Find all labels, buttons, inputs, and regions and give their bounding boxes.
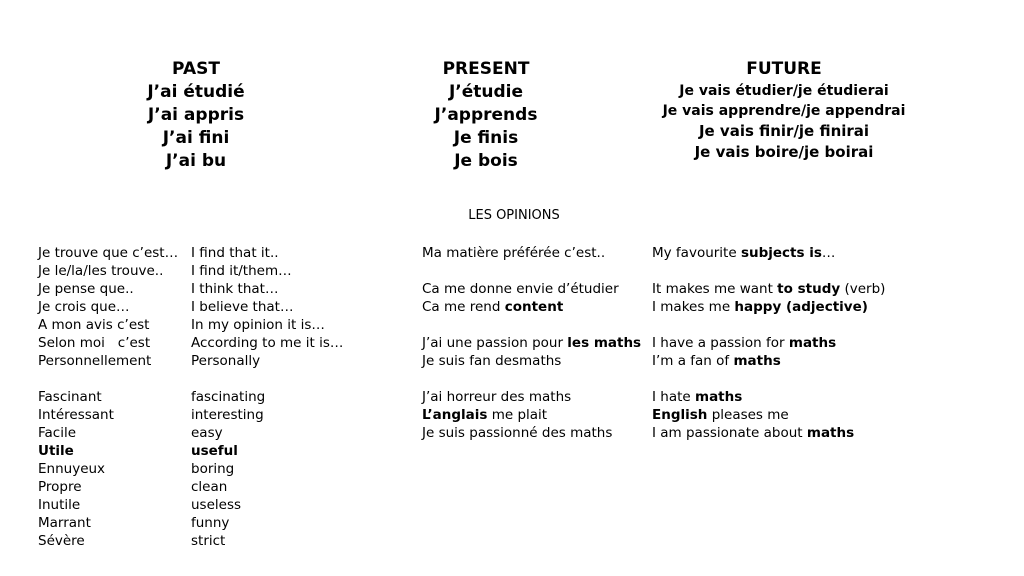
phrase-bold: maths (695, 389, 743, 405)
phrase-text: I have a passion for (652, 335, 789, 351)
english-phrases-column (191, 244, 343, 550)
opinions-title: LES OPINIONS (468, 208, 560, 223)
future-line: Je vais finir/je finirai (698, 122, 870, 140)
french-adjective: Facile (38, 425, 77, 441)
french-phrase: Je pense que.. (38, 281, 134, 297)
spacer (652, 370, 885, 388)
phrase-bold: les maths (567, 335, 642, 351)
french-phrase: Je le/la/les trouve.. (38, 263, 164, 279)
phrase-bold: maths (788, 335, 837, 351)
english-phrase: I find it/them… (191, 263, 292, 279)
phrase-text: … (821, 245, 836, 261)
future-line: Je vais apprendre/je appendrai (662, 103, 906, 119)
future-heading: FUTURE (746, 59, 822, 79)
past-line: J’ai bu (165, 151, 227, 171)
french-subject-phrase (422, 406, 641, 424)
french-adjective: Fascinant (38, 389, 102, 405)
phrase-text: pleases me (707, 407, 789, 423)
phrase-bold: happy (adjective) (734, 299, 868, 315)
present-heading: PRESENT (442, 59, 530, 79)
spacer (422, 370, 641, 388)
french-adjective: Sévère (38, 533, 85, 549)
phrase-bold: to study (777, 281, 841, 297)
english-phrase: I think that… (191, 281, 279, 297)
spacer (422, 262, 641, 280)
french-subject-phrase (422, 334, 641, 352)
phrase-text: Je suis passionné des maths (422, 425, 613, 441)
english-adjective: funny (191, 515, 230, 531)
english-subject-phrase (652, 352, 885, 370)
english-subject-phrase (652, 244, 885, 262)
french-phrase: Je trouve que c’est… (38, 245, 179, 261)
english-adjective: useless (191, 497, 242, 513)
past-line: J’ai fini (162, 128, 230, 148)
english-phrase: According to me it is… (191, 335, 344, 351)
french-adjective: Propre (38, 479, 82, 495)
phrase-text: Je suis fan desmaths (422, 353, 562, 369)
english-subject-column (652, 244, 885, 442)
english-subject-phrase (652, 406, 885, 424)
present-line: Je finis (453, 128, 519, 148)
past-line: J’ai appris (147, 105, 245, 125)
french-adjective: Utile (38, 443, 74, 459)
phrase-text: me plait (487, 407, 548, 423)
english-subject-phrase (652, 298, 885, 316)
french-subject-phrase (422, 244, 641, 262)
french-phrase: Personnellement (38, 353, 152, 369)
french-subject-column (422, 244, 641, 442)
french-phrase: A mon avis c’est (38, 317, 150, 333)
english-phrase: In my opinion it is… (191, 317, 325, 333)
spacer (422, 316, 641, 334)
french-phrase: Je crois que… (38, 299, 130, 315)
phrase-text: It makes me want (652, 281, 778, 297)
phrase-bold: L’anglais (422, 407, 488, 423)
phrase-bold: subjects is (740, 245, 822, 261)
english-adjective: interesting (191, 407, 264, 423)
french-subject-phrase (422, 352, 641, 370)
phrase-text: I am passionate about (652, 425, 807, 441)
english-subject-phrase (652, 388, 885, 406)
french-adjective: Inutile (38, 497, 81, 513)
phrase-text: J’ai horreur des maths (422, 389, 572, 405)
past-tense-block (96, 58, 296, 173)
phrase-bold: content (504, 299, 564, 315)
english-subject-phrase (652, 424, 885, 442)
english-adjective: easy (191, 425, 223, 441)
english-subject-phrase (652, 280, 885, 298)
french-subject-phrase (422, 280, 641, 298)
spacer (652, 316, 885, 334)
past-heading: PAST (172, 59, 220, 79)
phrase-text: Ma matière préférée c’est.. (422, 245, 606, 261)
spacer (191, 370, 343, 388)
english-phrase: I believe that… (191, 299, 294, 315)
french-subject-phrase (422, 388, 641, 406)
phrase-text: I’m a fan of (652, 353, 734, 369)
french-phrases-column (38, 244, 178, 550)
future-line: Je vais boire/je boirai (694, 143, 874, 161)
french-subject-phrase (422, 424, 641, 442)
present-line: J’apprends (434, 105, 538, 125)
present-tense-block (386, 58, 586, 173)
english-adjective: strict (191, 533, 226, 549)
french-adjective: Ennuyeux (38, 461, 106, 477)
english-adjective: fascinating (191, 389, 266, 405)
french-adjective: Intéressant (38, 407, 114, 423)
phrase-bold: maths (733, 353, 781, 369)
phrase-text: Ca me donne envie d’étudier (422, 281, 619, 297)
phrase-text: (verb) (840, 281, 886, 297)
present-line: Je bois (454, 151, 518, 171)
phrase-text: I makes me (652, 299, 735, 315)
spacer (38, 370, 178, 388)
phrase-bold: English (652, 407, 708, 423)
present-line: J’étudie (448, 82, 524, 102)
phrase-text: Ca me rend (422, 299, 505, 315)
french-phrase: Selon moi c’est (38, 335, 151, 351)
english-adjective: clean (191, 479, 228, 495)
french-adjective: Marrant (38, 515, 91, 531)
future-line: Je vais étudier/je étudierai (679, 83, 889, 99)
english-subject-phrase (652, 334, 885, 352)
english-phrase: I find that it.. (191, 245, 279, 261)
phrase-text: My favourite (652, 245, 741, 261)
phrase-text: J’ai une passion pour (422, 335, 568, 351)
phrase-text: I hate (652, 389, 695, 405)
english-phrase: Personally (191, 353, 261, 369)
english-adjective: useful (191, 443, 238, 459)
french-subject-phrase (422, 298, 641, 316)
future-tense-block (624, 58, 944, 163)
english-adjective: boring (191, 461, 235, 477)
phrase-bold: maths (806, 425, 855, 441)
spacer (652, 262, 885, 280)
past-line: J’ai étudié (147, 82, 245, 102)
